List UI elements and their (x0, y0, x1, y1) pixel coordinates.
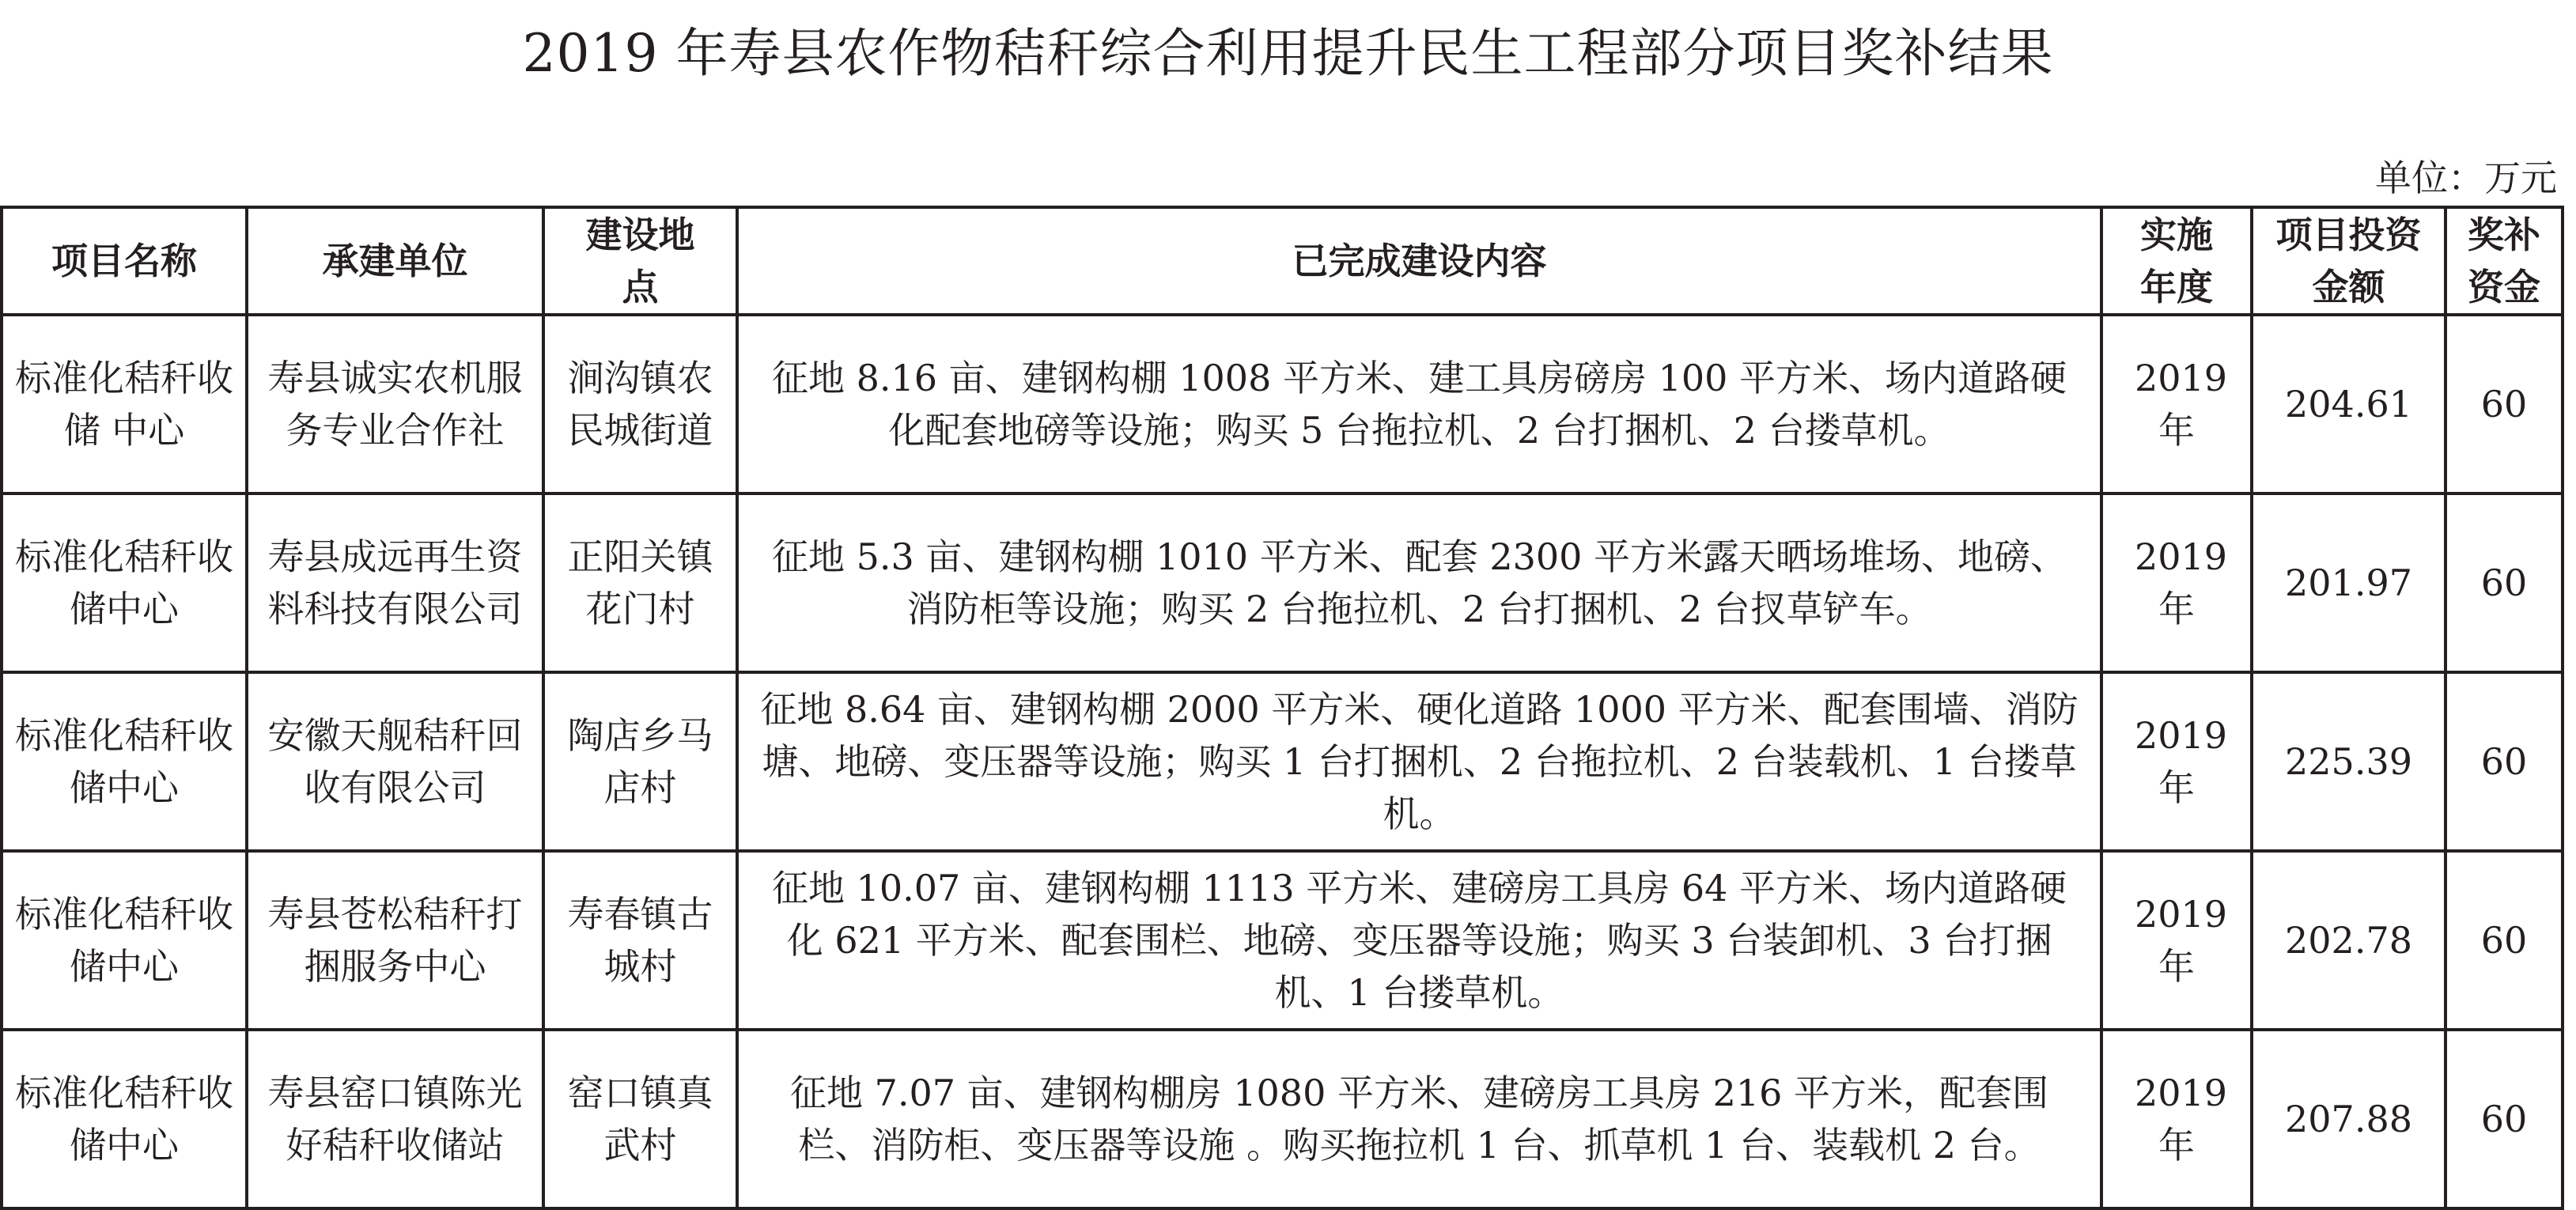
project-name-cell: 标准化秸秆收储中心 (2, 672, 247, 851)
location-cell: 寿春镇古城村 (543, 851, 737, 1030)
subsidy-cell: 60 (2445, 672, 2563, 851)
location-cell: 涧沟镇农民城街道 (543, 315, 737, 493)
content-cell: 征地 10.07 亩、建钢构棚 1113 平方米、建磅房工具房 64 平方米、场内道路硬化 621 平方米、配套围栏、地磅、变压器等设施；购买 3 台装卸机、3 台打捆机、1 台搂草机。 (737, 851, 2101, 1030)
year-cell: 2019 年 (2101, 672, 2252, 851)
column-header-subsidy: 奖补资金 (2445, 207, 2563, 315)
unit-label: 单位：万元 (2375, 157, 2557, 199)
header-row (2, 207, 2563, 315)
table-row (2, 672, 2563, 851)
investment-cell: 202.78 (2252, 851, 2445, 1030)
year-cell: 2019 年 (2101, 315, 2252, 493)
location-cell: 陶店乡马店村 (543, 672, 737, 851)
column-header-content: 已完成建设内容 (737, 207, 2101, 315)
year-cell: 2019 年 (2101, 493, 2252, 672)
investment-cell: 201.97 (2252, 493, 2445, 672)
year-cell: 2019 年 (2101, 1030, 2252, 1208)
column-header-project-name: 项目名称 (2, 207, 247, 315)
table-row (2, 315, 2563, 493)
year-cell: 2019 年 (2101, 851, 2252, 1030)
page-title: 2019 年寿县农作物秸秆综合利用提升民生工程部分项目奖补结果 (522, 23, 2054, 84)
subsidy-cell: 60 (2445, 1030, 2563, 1208)
column-header-year: 实施年度 (2101, 207, 2252, 315)
subsidy-cell: 60 (2445, 493, 2563, 672)
column-header-location: 建设地点 (543, 207, 737, 315)
table-row (2, 1030, 2563, 1208)
content-cell: 征地 5.3 亩、建钢构棚 1010 平方米、配套 2300 平方米露天晒场堆场、地磅、消防柜等设施；购买 2 台拖拉机、2 台打捆机、2 台扠草铲车。 (737, 493, 2101, 672)
subsidy-cell: 60 (2445, 315, 2563, 493)
table-row (2, 493, 2563, 672)
investment-cell: 207.88 (2252, 1030, 2445, 1208)
builder-cell: 寿县成远再生资料科技有限公司 (247, 493, 543, 672)
column-header-investment: 项目投资金额 (2252, 207, 2445, 315)
project-name-cell: 标准化秸秆收储 中心 (2, 315, 247, 493)
table-row (2, 851, 2563, 1030)
content-cell: 征地 8.64 亩、建钢构棚 2000 平方米、硬化道路 1000 平方米、配套围墙、消防塘、地磅、变压器等设施；购买 1 台打捆机、2 台拖拉机、2 台装载机、1 台搂草机。 (737, 672, 2101, 851)
builder-cell: 安徽天舰秸秆回收有限公司 (247, 672, 543, 851)
content-cell: 征地 7.07 亩、建钢构棚房 1080 平方米、建磅房工具房 216 平方米，配套围栏、消防柜、变压器等设施 。购买拖拉机 1 台、抓草机 1 台、装载机 2 台。 (737, 1030, 2101, 1208)
column-header-builder: 承建单位 (247, 207, 543, 315)
builder-cell: 寿县窑口镇陈光好秸秆收储站 (247, 1030, 543, 1208)
investment-cell: 225.39 (2252, 672, 2445, 851)
project-name-cell: 标准化秸秆收储中心 (2, 1030, 247, 1208)
content-cell: 征地 8.16 亩、建钢构棚 1008 平方米、建工具房磅房 100 平方米、场内道路硬化配套地磅等设施；购买 5 台拖拉机、2 台打捆机、2 台搂草机。 (737, 315, 2101, 493)
location-cell: 正阳关镇花门村 (543, 493, 737, 672)
project-name-cell: 标准化秸秆收储中心 (2, 851, 247, 1030)
investment-cell: 204.61 (2252, 315, 2445, 493)
builder-cell: 寿县苍松秸秆打捆服务中心 (247, 851, 543, 1030)
results-table (0, 206, 2564, 1210)
subsidy-cell: 60 (2445, 851, 2563, 1030)
location-cell: 窑口镇真武村 (543, 1030, 737, 1208)
project-name-cell: 标准化秸秆收储中心 (2, 493, 247, 672)
builder-cell: 寿县诚实农机服务专业合作社 (247, 315, 543, 493)
